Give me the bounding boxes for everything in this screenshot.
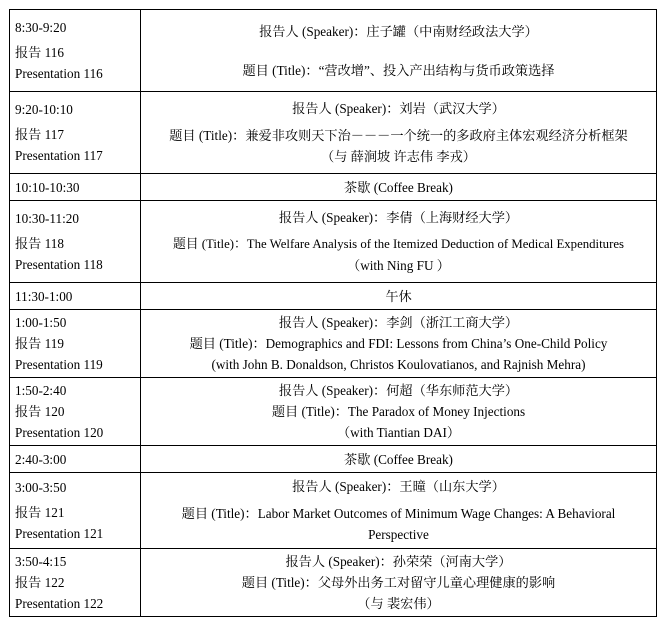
details-cell (141, 92, 657, 174)
title-line: 题目 (Title)：The Welfare Analysis of the Itemized Deduction of Medical Expenditures (172, 237, 624, 251)
time-slot: 2:40-3:00 (15, 451, 67, 467)
table-row (10, 549, 657, 617)
presentation-label-cn: 报告 118 (15, 236, 64, 251)
presentation-label-cn: 报告 117 (15, 127, 64, 142)
time-slot: 3:00-3:50 (15, 480, 67, 495)
title-line: 题目 (Title)：Labor Market Outcomes of Minimum Wage Changes: A Behavioral (181, 506, 616, 521)
speaker-line: 报告人 (Speaker)：何超（华东师范大学） (278, 383, 519, 398)
break-label: 茶歇 (Coffee Break) (344, 179, 453, 195)
details-cell (141, 10, 657, 92)
time-slot: 10:10-10:30 (15, 179, 80, 195)
break-label: 午休 (385, 288, 412, 304)
speaker-line: 报告人 (Speaker)：李剑（浙江工商大学） (278, 315, 519, 330)
time-cell (10, 473, 141, 549)
table-row (10, 174, 657, 201)
title-line: 题目 (Title)：兼爱非攻则天下治－－－一个统一的多政府主体宏观经济分析框架 (169, 128, 628, 143)
time-cell (10, 310, 141, 378)
table-row (10, 92, 657, 174)
coauthors-line: （与 裴宏伟） (357, 596, 440, 611)
time-slot: 1:50-2:40 (15, 383, 67, 398)
time-slot: 9:20-10:10 (15, 102, 73, 117)
presentation-label-cn: 报告 122 (15, 575, 65, 590)
coauthors-line: （with Ning FU ） (347, 258, 450, 273)
time-cell (10, 446, 141, 473)
details-cell (141, 310, 657, 378)
speaker-line: 报告人 (Speaker)：孙荣荣（河南大学） (285, 554, 512, 569)
title-line: 题目 (Title)：The Paradox of Money Injections (271, 404, 526, 419)
speaker-line: 报告人 (Speaker)：王曈（山东大学） (292, 479, 505, 494)
presentation-label-en: Presentation 120 (15, 425, 104, 440)
details-cell (141, 473, 657, 549)
presentation-label-cn: 报告 119 (15, 336, 64, 351)
break-label: 茶歇 (Coffee Break) (344, 451, 453, 467)
table-row (10, 378, 657, 446)
title-line-continued: Perspective (368, 527, 429, 542)
table-row (10, 201, 657, 283)
coauthors-line: （with Tiantian DAI） (336, 425, 461, 440)
details-cell (141, 201, 657, 283)
presentation-label-cn: 报告 116 (15, 45, 64, 60)
break-cell (141, 446, 657, 473)
title-line: 题目 (Title)：Demographics and FDI: Lessons from China’s One-Child Policy (189, 336, 608, 351)
time-slot: 1:00-1:50 (15, 315, 67, 330)
time-slot: 3:50-4:15 (15, 554, 67, 569)
title-line: 题目 (Title)：“营改增”、投入产出结构与货币政策选择 (242, 62, 555, 78)
presentation-label-en: Presentation 119 (15, 357, 103, 372)
speaker-line: 报告人 (Speaker)：李倩（上海财经大学） (278, 210, 519, 225)
table-row (10, 446, 657, 473)
time-cell (10, 549, 141, 617)
break-cell (141, 283, 657, 310)
time-cell (10, 92, 141, 174)
presentation-label-cn: 报告 120 (15, 404, 65, 419)
break-cell (141, 174, 657, 201)
details-cell (141, 549, 657, 617)
time-slot: 11:30-1:00 (15, 288, 73, 304)
table-row (10, 473, 657, 549)
speaker-line: 报告人 (Speaker)：庄子罐（中南财经政法大学） (259, 23, 538, 39)
title-line: 题目 (Title)：父母外出务工对留守儿童心理健康的影响 (241, 575, 556, 590)
coauthors-line: （与 薛涧坡 许志伟 李戎） (321, 149, 476, 164)
presentation-label-en: Presentation 116 (15, 66, 103, 81)
details-cell (141, 378, 657, 446)
table-row (10, 310, 657, 378)
table-row (10, 283, 657, 310)
speaker-line: 报告人 (Speaker)：刘岩（武汉大学） (292, 101, 505, 116)
presentation-label-en: Presentation 118 (15, 257, 103, 272)
time-cell (10, 201, 141, 283)
time-cell (10, 174, 141, 201)
time-cell (10, 10, 141, 92)
time-slot: 10:30-11:20 (15, 211, 79, 226)
coauthors-line: (with John B. Donaldson, Christos Koulovatianos, and Rajnish Mehra) (211, 357, 586, 372)
presentation-label-en: Presentation 122 (15, 596, 104, 611)
time-cell (10, 283, 141, 310)
presentation-label-en: Presentation 121 (15, 526, 104, 541)
schedule-table (9, 9, 657, 617)
time-cell (10, 378, 141, 446)
presentation-label-en: Presentation 117 (15, 148, 103, 163)
presentation-label-cn: 报告 121 (15, 505, 65, 520)
time-slot: 8:30-9:20 (15, 20, 67, 35)
table-row (10, 10, 657, 92)
